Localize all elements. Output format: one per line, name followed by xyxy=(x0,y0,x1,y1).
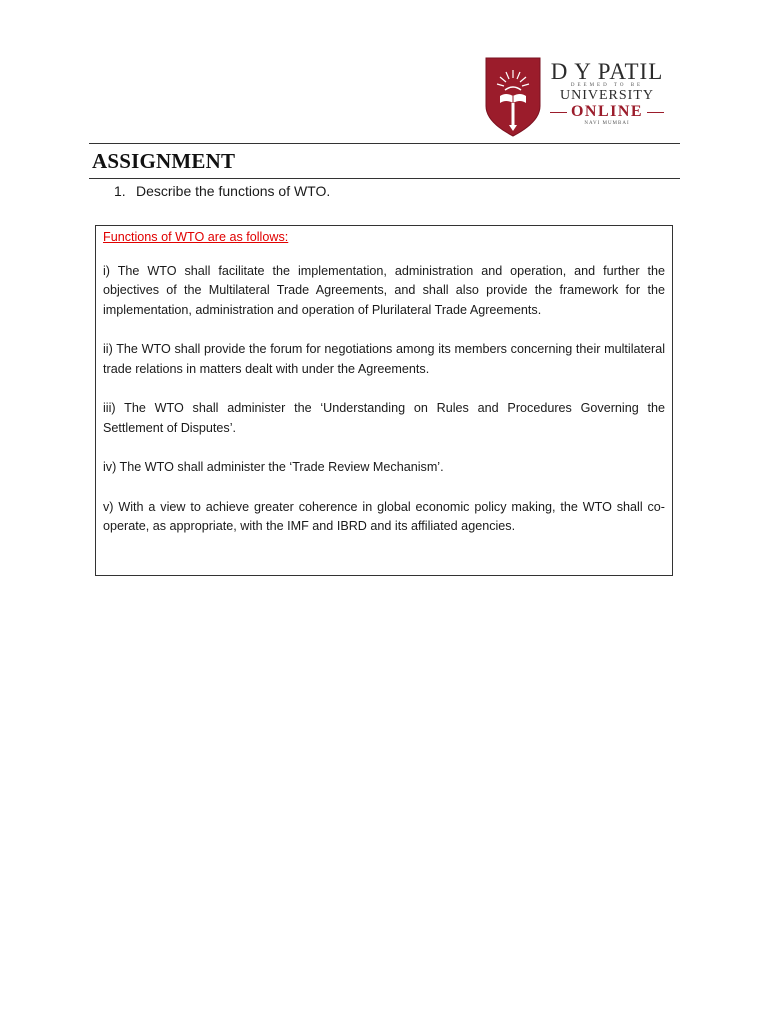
logo-tagline: DEEMED TO BE xyxy=(570,83,644,88)
logo-city: NAVI MUMBAI xyxy=(584,121,630,126)
answer-box xyxy=(95,225,673,576)
logo-rule-right xyxy=(647,112,664,113)
logo-name: D Y PATIL xyxy=(550,59,664,84)
logo-wordmark xyxy=(550,60,664,128)
question-text: Describe the functions of WTO. xyxy=(136,183,331,199)
answer-title: Functions of WTO are as follows: xyxy=(103,230,289,244)
question-number: 1. xyxy=(114,183,126,199)
answer-paragraph: iii) The WTO shall administer the ‘Understanding on Rules and Procedures Governing the Settlement of Disputes’. xyxy=(103,401,665,435)
answer-paragraph: i) The WTO shall facilitate the implementation, administration and operation, and further the objectives of the Multilateral Trade Agreements, and shall also provide the framework for the implementation, administration and operation of Plurilateral Trade Agreements. xyxy=(103,263,665,317)
heading-top-rule xyxy=(89,143,680,144)
page-title: ASSIGNMENT xyxy=(92,149,236,173)
logo-university: UNIVERSITY xyxy=(560,88,654,103)
logo-rule-left xyxy=(550,112,567,113)
logo-online-row xyxy=(550,104,664,120)
heading-bottom-rule xyxy=(89,178,680,179)
answer-paragraph: v) With a view to achieve greater coherence in global economic policy making, the WTO shall co-operate, as appropriate, with the IMF and IBRD and its affiliated agencies. xyxy=(103,499,665,533)
question-item xyxy=(114,181,330,201)
shield-emblem-icon xyxy=(484,56,542,138)
answer-paragraph: iv) The WTO shall administer the ‘Trade Review Mechanism’. xyxy=(103,460,444,474)
answer-paragraph: ii) The WTO shall provide the forum for negotiations among its members concerning their multilateral trade relations in matters dealt with under the Agreements. xyxy=(103,342,665,376)
logo-online: ONLINE xyxy=(570,103,644,120)
university-logo xyxy=(484,56,664,138)
